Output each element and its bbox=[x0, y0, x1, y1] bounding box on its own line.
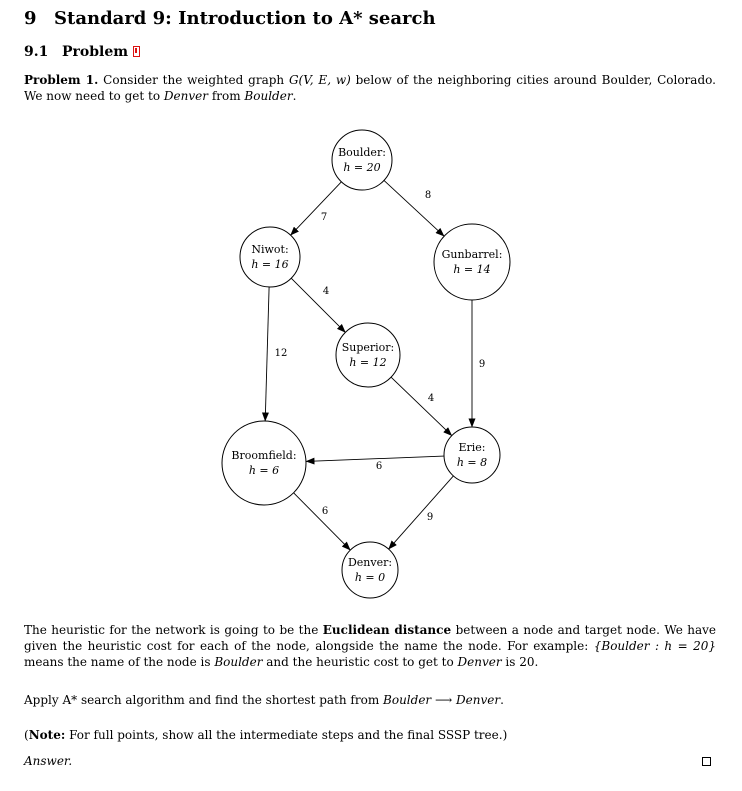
edge-superior-erie bbox=[391, 377, 452, 435]
qed-square-icon bbox=[702, 757, 711, 766]
edge-weight-niwot-superior: 4 bbox=[322, 286, 330, 297]
note-paragraph bbox=[24, 727, 716, 743]
node-name-denver: Denver: bbox=[347, 556, 393, 569]
section-title: Standard 9: Introduction to A* search bbox=[54, 8, 436, 29]
problem-text: Consider the weighted graph bbox=[103, 73, 285, 87]
problem-text: . bbox=[292, 89, 297, 103]
node-denver bbox=[342, 542, 398, 598]
edge-boulder-niwot bbox=[291, 182, 342, 235]
node-name-gunbarrel: Gunbarrel: bbox=[441, 248, 503, 261]
problem-target: Denver bbox=[163, 89, 208, 103]
problem-source: Boulder bbox=[244, 89, 293, 103]
heuristic-paragraph bbox=[24, 622, 716, 670]
edge-weight-erie-broomfield: 6 bbox=[375, 461, 383, 472]
edge-erie-denver bbox=[389, 476, 454, 549]
note-label: Note: bbox=[28, 728, 66, 742]
edge-weight-superior-erie: 4 bbox=[427, 393, 435, 404]
edge-weight-gunbarrel-erie: 9 bbox=[478, 359, 486, 370]
node-heuristic-niwot: h = 16 bbox=[251, 258, 289, 271]
heuristic-text: between a node and target node. We have given the heuristic cost for each of the node, alongside the name the node. For example: bbox=[24, 623, 717, 653]
instruction-paragraph bbox=[24, 692, 716, 708]
edge-niwot-broomfield bbox=[265, 287, 269, 421]
node-circle-erie bbox=[444, 427, 500, 483]
section-number: 9 bbox=[24, 8, 37, 29]
node-heuristic-boulder: h = 20 bbox=[343, 161, 381, 174]
arrow-icon: ⟶ bbox=[435, 693, 453, 707]
edge-weight-boulder-gunbarrel: 8 bbox=[424, 190, 432, 201]
edge-weight-boulder-niwot: 7 bbox=[320, 212, 328, 223]
node-circle-niwot bbox=[240, 227, 300, 287]
node-boulder bbox=[332, 130, 392, 190]
node-name-boulder: Boulder: bbox=[338, 146, 386, 159]
node-circle-boulder bbox=[332, 130, 392, 190]
heuristic-example: {Boulder : h = 20} bbox=[593, 639, 716, 653]
edge-boulder-gunbarrel bbox=[384, 180, 444, 236]
node-name-superior: Superior: bbox=[341, 341, 395, 354]
node-heuristic-denver: h = 0 bbox=[354, 571, 386, 584]
edge-broomfield-denver bbox=[294, 493, 351, 550]
problem-label: Problem 1. bbox=[24, 73, 99, 87]
note-text: For full points, show all the intermediate steps and the final SSSP tree. bbox=[69, 728, 503, 742]
heuristic-target: Denver bbox=[457, 655, 502, 669]
answer-label: Answer. bbox=[24, 754, 73, 768]
node-gunbarrel bbox=[434, 224, 510, 300]
node-name-erie: Erie: bbox=[458, 441, 486, 454]
instruction-text: . bbox=[500, 693, 504, 707]
node-niwot bbox=[240, 227, 300, 287]
heuristic-text: means the name of the node is bbox=[24, 655, 211, 669]
heuristic-emphasis: Euclidean distance bbox=[322, 623, 452, 637]
node-circle-denver bbox=[342, 542, 398, 598]
node-name-niwot: Niwot: bbox=[251, 243, 289, 256]
edge-niwot-superior bbox=[291, 278, 345, 332]
instruction-from: Boulder bbox=[383, 693, 432, 707]
problem-text: from bbox=[211, 89, 241, 103]
instruction-text: Apply A* search algorithm and find the shortest path from bbox=[24, 693, 380, 707]
edge-weight-erie-denver: 9 bbox=[426, 512, 434, 523]
node-circle-superior bbox=[336, 323, 400, 387]
subsection-number: 9.1 bbox=[24, 44, 49, 60]
node-heuristic-superior: h = 12 bbox=[349, 356, 387, 369]
problem-text: below of the neighboring cities around Boulder, Colorado. We now need to get to bbox=[24, 73, 716, 103]
heuristic-text: and the heuristic cost to get to bbox=[266, 655, 454, 669]
node-circle-broomfield bbox=[222, 421, 306, 505]
heuristic-text: is 20. bbox=[505, 655, 539, 669]
note-paren: ( bbox=[24, 728, 29, 742]
node-erie bbox=[444, 427, 500, 483]
node-broomfield bbox=[222, 421, 306, 505]
node-circle-gunbarrel bbox=[434, 224, 510, 300]
node-heuristic-broomfield: h = 6 bbox=[248, 464, 280, 477]
edge-weight-niwot-broomfield: 12 bbox=[274, 348, 288, 359]
node-heuristic-erie: h = 8 bbox=[456, 456, 488, 469]
graph-notation: G(V, E, w) bbox=[288, 73, 351, 87]
edge-weight-broomfield-denver: 6 bbox=[321, 506, 329, 517]
heuristic-node-name: Boulder bbox=[214, 655, 263, 669]
note-paren: ) bbox=[502, 728, 508, 742]
node-superior bbox=[336, 323, 400, 387]
node-name-broomfield: Broomfield: bbox=[231, 449, 297, 462]
node-heuristic-gunbarrel: h = 14 bbox=[453, 263, 491, 276]
instruction-to: Denver bbox=[456, 693, 501, 707]
heuristic-text: The heuristic for the network is going to be the bbox=[24, 623, 319, 637]
subsection-title: Problem bbox=[62, 44, 129, 60]
